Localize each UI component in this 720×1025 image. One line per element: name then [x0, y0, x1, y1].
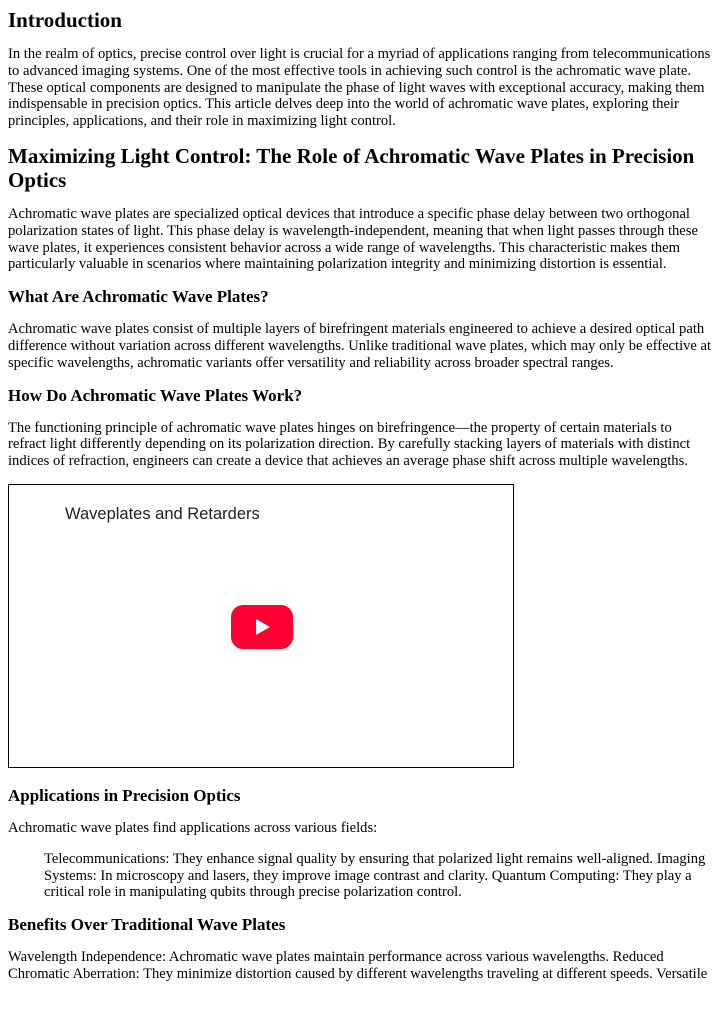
what-heading: What Are Achromatic Wave Plates? [8, 287, 269, 307]
how-heading: How Do Achromatic Wave Plates Work? [8, 385, 303, 405]
main-heading: Maximizing Light Control: The Role of Achromatic Wave Plates in Precision Optics [8, 143, 695, 192]
applications-list: Telecommunications: They enhance signal quality by ensuring that polarized light remains well-aligned. Imaging Systems: In microscopy and lasers, they improve image contrast and clarity. Quantum Computing: They play a critical role in manipulating qubits through precise polarization control. [44, 850, 706, 901]
benefits-paragraph: Wavelength Independence: Achromatic wave plates maintain performance across various wavelengths. Reduced Chromatic Aberration: They minimize distortion caused by different wavelengths traveling at different speeds. Versatile [8, 949, 708, 982]
video-title[interactable]: Waveplates and Retarders [65, 504, 260, 523]
video-embed[interactable] [8, 484, 514, 768]
what-paragraph: Achromatic wave plates consist of multiple layers of birefringent materials engineered to achieve a desired optical path difference without variation across different wavelengths. Unlike traditional wave plates, which may only be effective at specific wavelengths, achromatic variants offer versatility and reliability across broader spectral ranges. [8, 321, 712, 371]
main-paragraph: Achromatic wave plates are specialized optical devices that introduce a specific phase delay between two orthogonal polarization states of light. This phase delay is wavelength-independent, meaning that when light passes through these wave plates, it experiences consistent behavior across a wide range of wavelengths. This characteristic makes them particularly valuable in scenarios where maintaining polarization integrity and minimizing distortion is essential. [8, 205, 698, 273]
intro-paragraph: In the realm of optics, precise control over light is crucial for a myriad of applications ranging from telecommunications to advanced imaging systems. One of the most effective tools in achieving such control is the achromatic wave plate. These optical components are designed to manipulate the phase of light waves with exceptional accuracy, making them indispensable in precision optics. This article delves deep into the world of achromatic wave plates, exploring their principles, applications, and their role in maximizing light control. [8, 46, 711, 130]
intro-heading: Introduction [8, 8, 122, 32]
play-icon [256, 619, 270, 635]
applications-paragraph: Achromatic wave plates find applications across various fields: [8, 819, 378, 836]
applications-heading: Applications in Precision Optics [8, 785, 241, 805]
benefits-heading: Benefits Over Traditional Wave Plates [8, 915, 286, 935]
play-button[interactable] [231, 605, 293, 649]
how-paragraph: The functioning principle of achromatic wave plates hinges on birefringence—the property of certain materials to refract light differently depending on its polarization direction. By carefully stacking layers of materials with distinct indices of refraction, engineers can create a device that achieves an average phase shift across multiple wavelengths. [8, 419, 691, 470]
article [0, 8, 720, 983]
